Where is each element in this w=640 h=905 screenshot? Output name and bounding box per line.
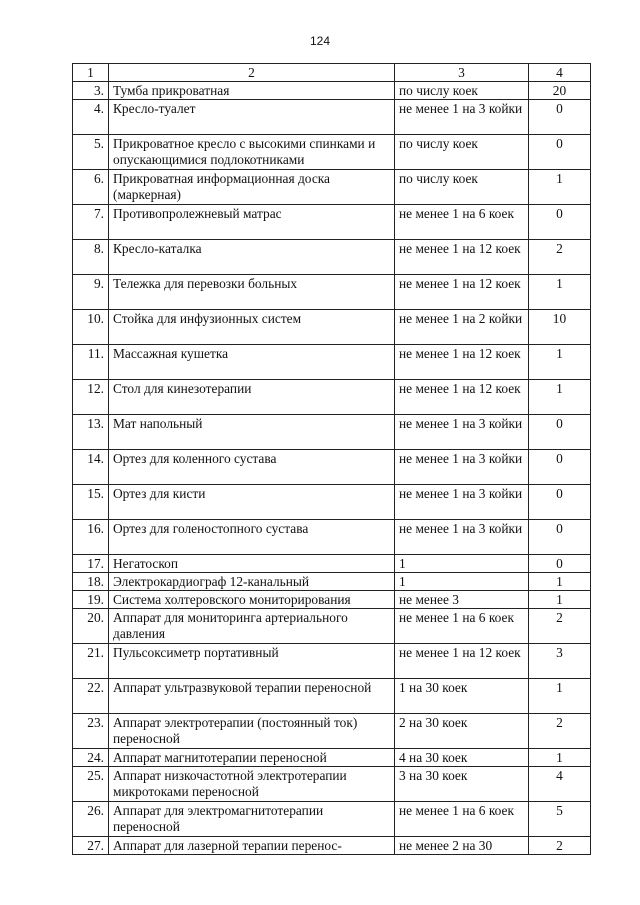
equipment-name-cell: Кресло-каталка <box>109 240 395 275</box>
quantity-cell: 4 <box>529 767 591 802</box>
norm-cell: не менее 1 на 3 койки <box>395 100 529 135</box>
row-number-cell: 7. <box>73 205 109 240</box>
quantity-cell: 2 <box>529 609 591 644</box>
norm-cell: не менее 1 на 12 коек <box>395 275 529 310</box>
row-number-cell: 19. <box>73 591 109 609</box>
table-row <box>73 714 591 749</box>
equipment-name-cell: Массажная кушетка <box>109 345 395 380</box>
row-number-cell: 15. <box>73 485 109 520</box>
norm-cell: не менее 1 на 3 койки <box>395 520 529 555</box>
equipment-name-cell: Аппарат низкочастотной электротерапии микротоками переносной <box>109 767 395 802</box>
table-row <box>73 609 591 644</box>
row-number-cell: 10. <box>73 310 109 345</box>
equipment-name-cell: Тумба прикроватная <box>109 82 395 100</box>
norm-cell: не менее 1 на 6 коек <box>395 609 529 644</box>
quantity-cell: 0 <box>529 205 591 240</box>
table-row <box>73 837 591 855</box>
table-row <box>73 100 591 135</box>
equipment-name-cell: Стол для кинезотерапии <box>109 380 395 415</box>
equipment-name-cell: Тележка для перевозки больных <box>109 275 395 310</box>
quantity-cell: 2 <box>529 240 591 275</box>
table-row <box>73 345 591 380</box>
row-number-cell: 25. <box>73 767 109 802</box>
norm-cell: не менее 1 на 3 койки <box>395 450 529 485</box>
table-row <box>73 520 591 555</box>
equipment-name-cell: Аппарат магнитотерапии переносной <box>109 749 395 767</box>
equipment-name-cell: Стойка для инфузионных систем <box>109 310 395 345</box>
norm-cell: 2 на 30 коек <box>395 714 529 749</box>
header-cell-4: 4 <box>529 64 591 82</box>
row-number-cell: 4. <box>73 100 109 135</box>
equipment-name-cell: Прикроватное кресло с высокими спинками и опускающимися подлокотниками <box>109 135 395 170</box>
table-row <box>73 591 591 609</box>
row-number-cell: 18. <box>73 573 109 591</box>
table-row <box>73 485 591 520</box>
equipment-name-cell: Ортез для голеностопного сустава <box>109 520 395 555</box>
norm-cell: 4 на 30 коек <box>395 749 529 767</box>
norm-cell: не менее 1 на 6 коек <box>395 205 529 240</box>
quantity-cell: 0 <box>529 555 591 573</box>
row-number-cell: 20. <box>73 609 109 644</box>
norm-cell: не менее 3 <box>395 591 529 609</box>
quantity-cell: 1 <box>529 275 591 310</box>
table-row <box>73 644 591 679</box>
table-row <box>73 135 591 170</box>
quantity-cell: 0 <box>529 100 591 135</box>
table-row <box>73 573 591 591</box>
row-number-cell: 9. <box>73 275 109 310</box>
row-number-cell: 14. <box>73 450 109 485</box>
quantity-cell: 20 <box>529 82 591 100</box>
norm-cell: не менее 1 на 12 коек <box>395 345 529 380</box>
equipment-name-cell: Аппарат для электромагнитотерапии переносной <box>109 802 395 837</box>
header-cell-3: 3 <box>395 64 529 82</box>
equipment-name-cell: Ортез для коленного сустава <box>109 450 395 485</box>
norm-cell: не менее 1 на 12 коек <box>395 644 529 679</box>
row-number-cell: 3. <box>73 82 109 100</box>
equipment-name-cell: Кресло-туалет <box>109 100 395 135</box>
row-number-cell: 6. <box>73 170 109 205</box>
norm-cell: по числу коек <box>395 82 529 100</box>
row-number-cell: 24. <box>73 749 109 767</box>
table-row <box>73 450 591 485</box>
norm-cell: не менее 1 на 6 коек <box>395 802 529 837</box>
table-row <box>73 205 591 240</box>
quantity-cell: 0 <box>529 135 591 170</box>
equipment-name-cell: Пульсоксиметр портативный <box>109 644 395 679</box>
table-row <box>73 802 591 837</box>
equipment-name-cell: Ортез для кисти <box>109 485 395 520</box>
equipment-name-cell: Противопролежневый матрас <box>109 205 395 240</box>
row-number-cell: 22. <box>73 679 109 714</box>
row-number-cell: 11. <box>73 345 109 380</box>
equipment-table-body <box>73 64 591 855</box>
norm-cell: не менее 1 на 3 койки <box>395 415 529 450</box>
table-row <box>73 170 591 205</box>
header-cell-1: 1 <box>73 64 109 82</box>
quantity-cell: 0 <box>529 415 591 450</box>
table-row <box>73 240 591 275</box>
row-number-cell: 5. <box>73 135 109 170</box>
quantity-cell: 1 <box>529 591 591 609</box>
quantity-cell: 3 <box>529 644 591 679</box>
quantity-cell: 0 <box>529 450 591 485</box>
equipment-name-cell: Система холтеровского мониторирования <box>109 591 395 609</box>
quantity-cell: 0 <box>529 485 591 520</box>
row-number-cell: 21. <box>73 644 109 679</box>
table-row <box>73 275 591 310</box>
quantity-cell: 2 <box>529 714 591 749</box>
norm-cell: не менее 2 на 30 <box>395 837 529 855</box>
norm-cell: 3 на 30 коек <box>395 767 529 802</box>
quantity-cell: 1 <box>529 573 591 591</box>
norm-cell: по числу коек <box>395 135 529 170</box>
equipment-name-cell: Негатоскоп <box>109 555 395 573</box>
equipment-name-cell: Аппарат для мониторинга артериального давления <box>109 609 395 644</box>
table-row <box>73 767 591 802</box>
norm-cell: 1 <box>395 555 529 573</box>
table-row <box>73 82 591 100</box>
quantity-cell: 1 <box>529 679 591 714</box>
quantity-cell: 1 <box>529 170 591 205</box>
row-number-cell: 27. <box>73 837 109 855</box>
equipment-name-cell: Мат напольный <box>109 415 395 450</box>
quantity-cell: 1 <box>529 749 591 767</box>
norm-cell: 1 <box>395 573 529 591</box>
norm-cell: не менее 1 на 2 койки <box>395 310 529 345</box>
equipment-name-cell: Электрокардиограф 12-канальный <box>109 573 395 591</box>
table-row <box>73 555 591 573</box>
norm-cell: не менее 1 на 12 коек <box>395 240 529 275</box>
header-cell-2: 2 <box>109 64 395 82</box>
quantity-cell: 5 <box>529 802 591 837</box>
quantity-cell: 10 <box>529 310 591 345</box>
table-row <box>73 310 591 345</box>
row-number-cell: 8. <box>73 240 109 275</box>
equipment-name-cell: Аппарат ультразвуковой терапии переносной <box>109 679 395 714</box>
quantity-cell: 1 <box>529 345 591 380</box>
table-row <box>73 679 591 714</box>
norm-cell: не менее 1 на 12 коек <box>395 380 529 415</box>
row-number-cell: 16. <box>73 520 109 555</box>
norm-cell: не менее 1 на 3 койки <box>395 485 529 520</box>
quantity-cell: 1 <box>529 380 591 415</box>
table-row <box>73 749 591 767</box>
equipment-table <box>72 63 591 855</box>
equipment-name-cell: Прикроватная информационная доска (маркерная) <box>109 170 395 205</box>
norm-cell: 1 на 30 коек <box>395 679 529 714</box>
row-number-cell: 17. <box>73 555 109 573</box>
quantity-cell: 0 <box>529 520 591 555</box>
page-number: 124 <box>309 34 331 48</box>
row-number-cell: 12. <box>73 380 109 415</box>
table-row <box>73 415 591 450</box>
row-number-cell: 26. <box>73 802 109 837</box>
equipment-name-cell: Аппарат электротерапии (постоянный ток) переносной <box>109 714 395 749</box>
row-number-cell: 23. <box>73 714 109 749</box>
row-number-cell: 13. <box>73 415 109 450</box>
equipment-name-cell: Аппарат для лазерной терапии перенос- <box>109 837 395 855</box>
table-row <box>73 380 591 415</box>
norm-cell: по числу коек <box>395 170 529 205</box>
quantity-cell: 2 <box>529 837 591 855</box>
table-header-row <box>73 64 591 82</box>
